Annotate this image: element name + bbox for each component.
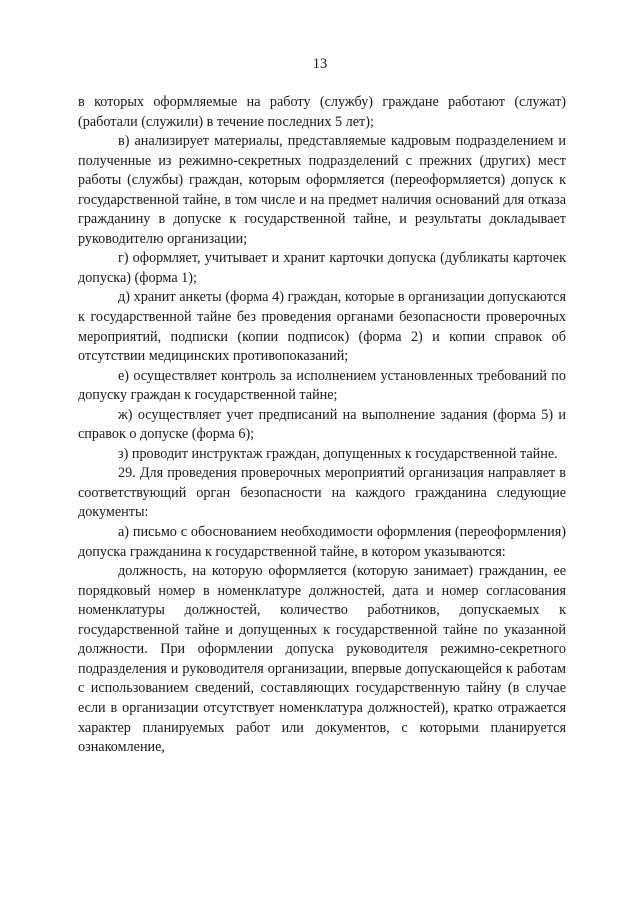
document-body xyxy=(78,93,566,758)
paragraph-item-e: е) осуществляет контроль за исполнением установленных требований по допуску граждан к государственной тайне; xyxy=(78,367,566,404)
paragraph-item-z: з) проводит инструктаж граждан, допущенных к государственной тайне. xyxy=(118,445,558,462)
paragraph-continuation: в которых оформляемые на работу (службу) граждане работают (служат) (работали (служили) в течение последних 5 лет); xyxy=(78,94,566,130)
paragraph-29: 29. Для проведения проверочных мероприятий организация направляет в соответствующий орган безопасности на каждого гражданина следующие документы: xyxy=(78,465,566,521)
paragraph-item-a: а) письмо с обоснованием необходимости оформления (переоформления) допуска гражданина к государственной тайне, в котором указываются: xyxy=(78,524,566,560)
paragraph-item-zh: ж) осуществляет учет предписаний на выполнение задания (форма 5) и справок о допуске (форма 6); xyxy=(78,406,566,443)
paragraph-position-details: должность, на которую оформляется (которую занимает) гражданин, ее порядковый номер в номенклатуре должностей, дата и номер согласования номенклатуры должностей, количество работников, допускаемых к государственной тайне и допущенных к государственной тайне по указанной должности. При оформлении допуска руководителя режимно-секретного подразделения и руководителя организации, впервые допускающейся к работам с использованием сведений, составляющих государственную тайну (в случае если в организации отсутствует номенклатура должностей), кратко отражается характер планируемых работ или документов, с которыми планируется ознакомление, xyxy=(78,563,566,756)
paragraph-item-v: в) анализирует материалы, представляемые кадровым подразделением и полученные из режимно-секретных подразделений с прежних (других) мест работы (службы) граждан, которым оформляется (переоформляется) допуск к государственной тайне, в том числе и на предмет наличия оснований для отказа гражданину в допуске к государственной тайне, и результаты докладывает руководителю организации; xyxy=(78,133,566,247)
page-number: 13 xyxy=(312,56,328,72)
paragraph-item-g: г) оформляет, учитывает и хранит карточки допуска (дубликаты карточек допуска) (форма 1); xyxy=(78,250,566,286)
paragraph-item-d: д) хранит анкеты (форма 4) граждан, которые в организации допускаются к государственной тайне без проведения органами безопасности проверочных мероприятий, подписки (копии подписок) (форма 2) и копии справок об отсутствии медицинских противопоказаний; xyxy=(78,289,566,365)
